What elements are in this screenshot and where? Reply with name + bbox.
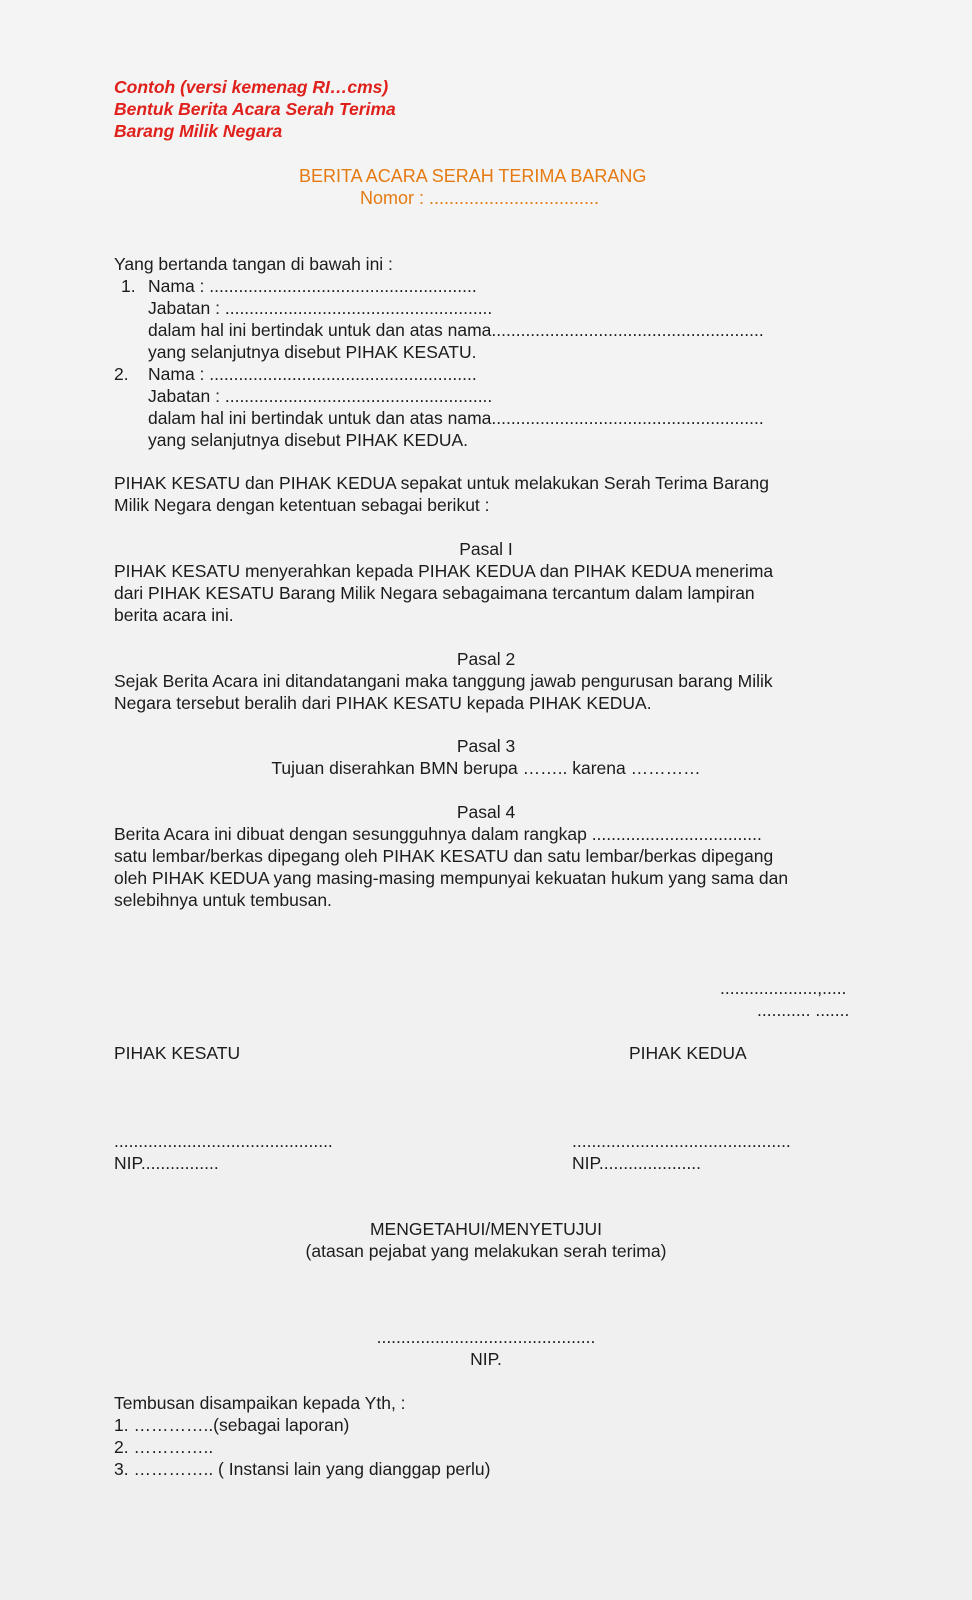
- pasal-1-title: Pasal I: [459, 539, 513, 559]
- party-2-atas-nama: dalam hal ini bertindak untuk dan atas nama........................................................: [148, 408, 764, 428]
- pasal-4-line-2: satu lembar/berkas dipegang oleh PIHAK KESATU dan satu lembar/berkas dipegang: [114, 846, 774, 866]
- signature-right-nip: NIP.....................: [572, 1153, 702, 1173]
- pasal-4-title: Pasal 4: [456, 802, 516, 822]
- tembusan-title: Tembusan disampaikan kepada Yth, :: [114, 1393, 406, 1413]
- tembusan-item-3: 3. ………….. ( Instansi lain yang dianggap perlu): [114, 1459, 491, 1479]
- header-note-line-2: Bentuk Berita Acara Serah Terima: [114, 99, 396, 119]
- tembusan-item-2: 2. …………..: [114, 1437, 214, 1457]
- pasal-1-line-3: berita acara ini.: [114, 605, 234, 625]
- signature-left-line: .............................................: [114, 1131, 333, 1151]
- party-2-number: 2.: [114, 364, 129, 384]
- pasal-4-line-1: Berita Acara ini dibuat dengan sesungguhnya dalam rangkap ...................................: [114, 824, 762, 844]
- pasal-2-line-2: Negara tersebut beralih dari PIHAK KESATU kepada PIHAK KEDUA.: [114, 693, 652, 713]
- party-2-sebutan: yang selanjutnya disebut PIHAK KEDUA.: [148, 430, 469, 450]
- pasal-2-title: Pasal 2: [456, 649, 516, 669]
- pasal-1-line-1: PIHAK KESATU menyerahkan kepada PIHAK KEDUA dan PIHAK KEDUA menerima: [114, 561, 774, 581]
- pasal-4-line-3: oleh PIHAK KEDUA yang masing-masing mempunyai kekuatan hukum yang sama dan: [114, 868, 789, 888]
- party-2-jabatan: Jabatan : .......................................................: [148, 386, 493, 406]
- pasal-3-line-1: Tujuan diserahkan BMN berupa …….. karena …………: [271, 758, 701, 778]
- signature-left-label: PIHAK KESATU: [114, 1043, 241, 1063]
- signature-right-line: .............................................: [572, 1131, 791, 1151]
- party-1-nama: Nama : .......................................................: [148, 276, 477, 296]
- header-note-line-1: Contoh (versi kemenag RI…cms): [114, 77, 389, 97]
- approval-nip: NIP.: [470, 1349, 502, 1369]
- intro-text: Yang bertanda tangan di bawah ini :: [114, 254, 393, 274]
- party-2-nama: Nama : .......................................................: [148, 364, 477, 384]
- approval-subtitle: (atasan pejabat yang melakukan serah terima): [305, 1241, 667, 1261]
- document-number: Nomor : ..................................: [360, 188, 600, 208]
- agreement-line-1: PIHAK KESATU dan PIHAK KEDUA sepakat untuk melakukan Serah Terima Barang: [114, 473, 769, 493]
- signature-left-nip: NIP................: [114, 1153, 219, 1173]
- pasal-3-title: Pasal 3: [456, 736, 516, 756]
- party-1-sebutan: yang selanjutnya disebut PIHAK KESATU.: [148, 342, 477, 362]
- party-1-number: 1.: [121, 276, 136, 296]
- pasal-2-line-1: Sejak Berita Acara ini ditandatangani maka tanggung jawab pengurusan barang Milik: [114, 671, 773, 691]
- party-1-jabatan: Jabatan : .......................................................: [148, 298, 493, 318]
- party-1-atas-nama: dalam hal ini bertindak untuk dan atas nama........................................................: [148, 320, 764, 340]
- agreement-line-2: Milik Negara dengan ketentuan sebagai berikut :: [114, 495, 490, 515]
- place-date-line-1: ....................,.....: [720, 978, 847, 998]
- place-date-line-2: ........... .......: [757, 1000, 850, 1020]
- tembusan-item-1: 1. …………..(sebagai laporan): [114, 1415, 350, 1435]
- approval-signature-line: .............................................: [376, 1327, 596, 1347]
- signature-right-label: PIHAK KEDUA: [629, 1043, 747, 1063]
- document-title: BERITA ACARA SERAH TERIMA BARANG: [299, 166, 647, 186]
- pasal-4-line-4: selebihnya untuk tembusan.: [114, 890, 332, 910]
- pasal-1-line-2: dari PIHAK KESATU Barang Milik Negara sebagaimana tercantum dalam lampiran: [114, 583, 755, 603]
- header-note-line-3: Barang Milik Negara: [114, 121, 283, 141]
- approval-title: MENGETAHUI/MENYETUJUI: [369, 1219, 603, 1239]
